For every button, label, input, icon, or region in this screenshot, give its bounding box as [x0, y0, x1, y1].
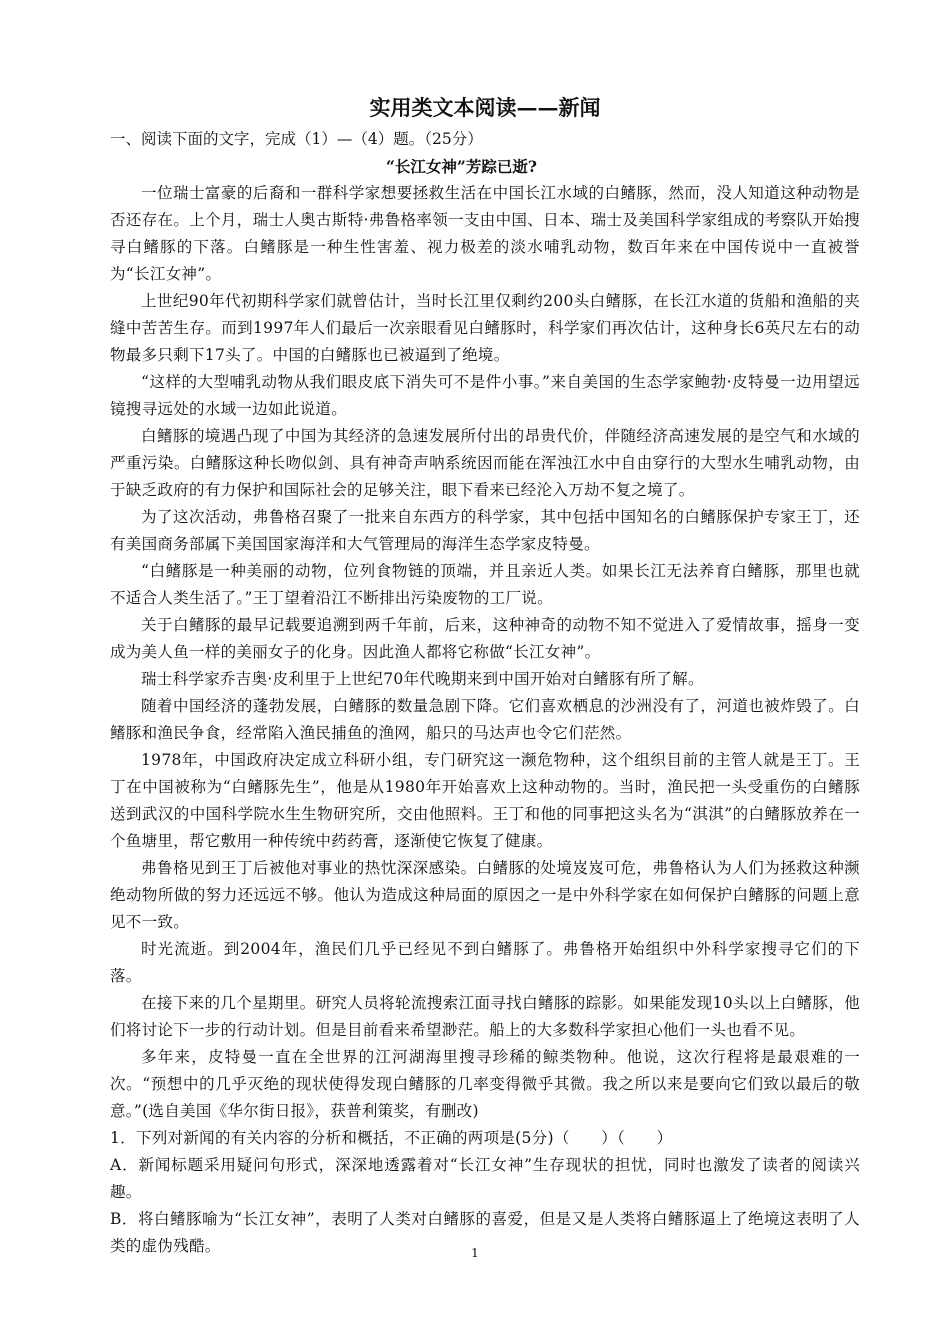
article-paragraph: 为了这次活动，弗鲁格召聚了一批来自东西方的科学家，其中包括中国知名的白鳍豚保护专家王丁，还有美国商务部属下美国国家海洋和大气管理局的海洋生态学家皮特曼。 [110, 508, 860, 553]
article-paragraph: 随着中国经济的蓬勃发展，白鳍豚的数量急剧下降。它们喜欢栖息的沙洲没有了，河道也被炸毁了。白鳍豚和渔民争食，经常陷入渔民捕鱼的渔网，船只的马达声也令它们茫然。 [110, 697, 860, 742]
article-paragraph: “白鳍豚是一种美丽的动物，位列食物链的顶端，并且亲近人类。如果长江无法养育白鳍豚，那里也就不适合人类生活了。”王丁望着沿江不断排出污染废物的工厂说。 [110, 562, 860, 607]
article-paragraph: 1978年，中国政府决定成立科研小组，专门研究这一濒危物种，这个组织目前的主管人就是王丁。王丁在中国被称为“白鳍豚先生”，他是从1980年开始喜欢上这种动物的。当时，渔民把一头受重伤的白鳍豚送到武汉的中国科学院水生生物研究所，交由他照料。王丁和他的同事把这头名为“淇淇”的白鳍豚放养在一个鱼塘里，帮它敷用一种传统中药药膏，逐渐使它恢复了健康。 [110, 751, 860, 850]
article-paragraph: “这样的大型哺乳动物从我们眼皮底下消失可不是件小事。”来自美国的生态学家鲍勃·皮特曼一边用望远镜搜寻远处的水域一边如此说道。 [110, 373, 860, 418]
article-paragraph: 白鳍豚的境遇凸现了中国为其经济的急速发展所付出的昂贵代价，伴随经济高速发展的是空气和水域的严重污染。白鳍豚这种长吻似剑、具有神奇声呐系统因而能在浑浊江水中自由穿行的大型水生哺乳动物，由于缺乏政府的有力保护和国际社会的足够关注，眼下看来已经沦入万劫不复之境了。 [110, 427, 860, 499]
article-paragraph: 关于白鳍豚的最早记载要追溯到两千年前，后来，这种神奇的动物不知不觉进入了爱情故事，摇身一变成为美人鱼一样的美丽女子的化身。因此渔人都将它称做“长江女神”。 [110, 616, 860, 661]
question-1: 1．下列对新闻的有关内容的分析和概括，不正确的两项是(5分)（ ）（ ） [110, 1129, 673, 1147]
article-paragraph: 在接下来的几个星期里。研究人员将轮流搜索江面寻找白鳍豚的踪影。如果能发现10头以上白鳍豚，他们将讨论下一步的行动计划。但是目前看来希望渺茫。船上的大多数科学家担心他们一头也看不见。 [110, 994, 860, 1039]
section-header: 一、阅读下面的文字，完成（1）—（4）题。（25分） [110, 130, 483, 148]
article-paragraph: 一位瑞士富豪的后裔和一群科学家想要拯救生活在中国长江水域的白鳍豚，然而，没人知道这种动物是否还存在。上个月，瑞士人奥古斯特·弗鲁格率领一支由中国、日本、瑞士及美国科学家组成的考察队开始搜寻白鳍豚的下落。白鳍豚是一种生性害羞、视力极差的淡水哺乳动物，数百年来在中国传说中一直被誉为“长江女神”。 [110, 184, 860, 283]
option-b: B．将白鳍豚喻为“长江女神”，表明了人类对白鳍豚的喜爱，但是又是人类将白鳍豚逼上了绝境这表明了人类的虚伪残酷。 [110, 1210, 860, 1255]
article-paragraph: 上世纪90年代初期科学家们就曾估计，当时长江里仅剩约200头白鳍豚，在长江水道的货船和渔船的夹缝中苦苦生存。而到1997年人们最后一次亲眼看见白鳍豚时，科学家们再次估计，这种身长6英尺左右的动物最多只剩下17头了。中国的白鳍豚也已被逼到了绝境。 [110, 292, 860, 364]
article-title: “长江女神”芳踪已逝? [386, 157, 537, 176]
page-number: 1 [471, 1246, 479, 1260]
article-paragraph: 多年来，皮特曼一直在全世界的江河湖海里搜寻珍稀的鲸类物种。他说，这次行程将是最艰难的一次。“预想中的几乎灭绝的现状使得发现白鳍豚的几率变得微乎其微。我之所以来是要向它们致以最后的敬意。”(选自美国《华尔街日报》，获普利策奖，有删改) [110, 1048, 860, 1120]
option-a: A．新闻标题采用疑问句形式，深深地透露着对“长江女神”生存现状的担忧，同时也激发了读者的阅读兴趣。 [110, 1156, 860, 1201]
page-content [110, 90, 860, 1260]
article-paragraph: 瑞士科学家乔吉奥·皮利里于上世纪70年代晚期来到中国开始对白鳍豚有所了解。 [141, 670, 704, 688]
article-paragraph: 弗鲁格见到王丁后被他对事业的热忱深深感染。白鳍豚的处境岌岌可危，弗鲁格认为人们为拯救这种濒绝动物所做的努力还远远不够。他认为造成这种局面的原因之一是中外科学家在如何保护白鳍豚的问题上意见不一致。 [110, 859, 860, 931]
article-paragraph: 时光流逝。到2004年，渔民们几乎已经见不到白鳍豚了。弗鲁格开始组织中外科学家搜寻它们的下落。 [110, 940, 860, 985]
document-title: 实用类文本阅读——新闻 [369, 95, 601, 120]
